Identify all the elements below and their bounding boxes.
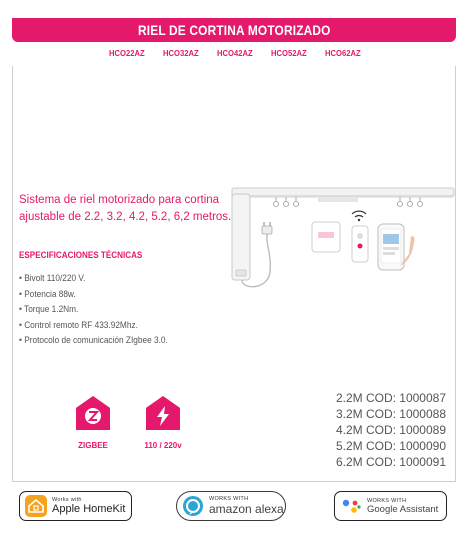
curtain-track-illustration: [228, 182, 458, 292]
badge-name: Apple HomeKit: [52, 503, 126, 515]
header-bar: [12, 18, 456, 42]
badge-caption: WORKS WITH: [209, 496, 249, 502]
model-code: HCO52AZ: [271, 48, 307, 58]
badge-caption: Works with: [52, 497, 82, 503]
specs-list: [19, 271, 181, 349]
spec-item: • Control remoto RF 433.92Mhz.: [19, 319, 138, 330]
model-code: HCO42AZ: [217, 48, 253, 58]
product-codes: [336, 390, 446, 470]
feature-label-voltage: 110 / 220v: [144, 441, 182, 450]
product-code: 4.2M COD: 1000089: [335, 423, 446, 437]
product-code: 5.2M COD: 1000090: [335, 439, 446, 453]
description-line: ajustable de 2.2, 3.2, 4.2, 5.2, 6,2 metros.: [19, 211, 232, 223]
model-code: HCO22AZ: [109, 48, 145, 58]
description-line: Sistema de riel motorizado para cortina: [19, 194, 220, 206]
model-code: HCO32AZ: [163, 48, 199, 58]
product-code: 6.2M COD: 1000091: [335, 455, 446, 469]
apple-homekit-badge: [19, 491, 132, 521]
spec-item: • Potencia 88w.: [19, 288, 76, 299]
homekit-icon: [25, 495, 47, 517]
badge-caption: WORKS WITH: [367, 497, 407, 504]
product-description: [19, 192, 234, 226]
badge-name: amazon alexa: [209, 502, 284, 516]
spec-item: • Bivolt 110/220 V.: [19, 273, 86, 283]
page-title: RIEL DE CORTINA MOTORIZADO: [137, 22, 331, 38]
google-assistant-badge: [334, 491, 447, 521]
feature-label-zigbee: ZIGBEE: [78, 441, 108, 450]
spec-item: • Protocolo de comunicación ZIgbee 3.0.: [19, 335, 168, 345]
alexa-icon: [182, 495, 204, 517]
spec-item: • Torque 1.2Nm.: [19, 304, 79, 314]
amazon-alexa-badge: [176, 491, 286, 521]
model-code: HCO62AZ: [325, 48, 361, 58]
badge-name: Google Assistant: [367, 503, 439, 515]
product-code: 2.2M COD: 1000087: [335, 391, 446, 405]
google-assistant-icon: [340, 495, 362, 517]
specs-title: ESPECIFICACIONES TÉCNICAS: [19, 250, 143, 260]
product-code: 3.2M COD: 1000088: [335, 407, 446, 421]
model-list: [0, 48, 470, 58]
